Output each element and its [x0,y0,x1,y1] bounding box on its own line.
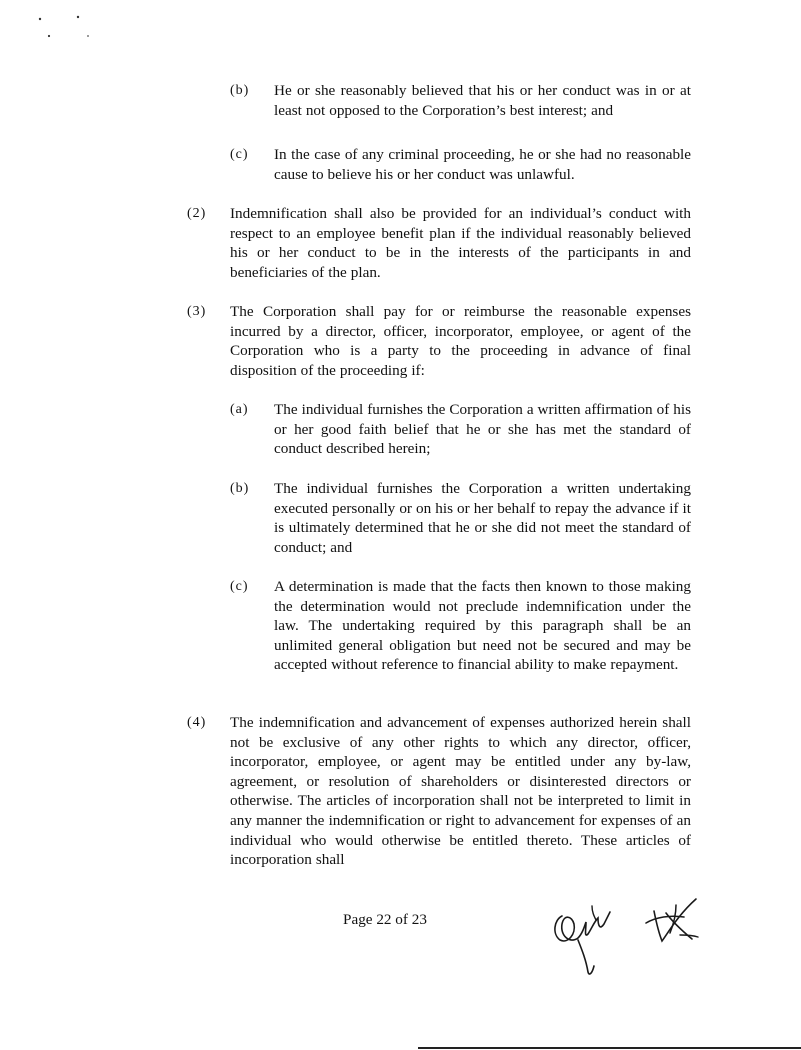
page-number: Page 22 of 23 [343,911,427,928]
clause-marker: (c) [230,579,249,594]
clause-marker: (b) [230,481,250,496]
paragraph-text: Indemnification shall also be provided for an individual’s conduct with respect to an employee benefit plan if the individual reasonably believed his or her conduct to be in the interests of the participants in and beneficiaries of the plan. [230,205,691,281]
clause-text: The individual furnishes the Corporation a written affirmation of his or her good faith belief that he or she has met the standard of conduct described herein; [274,401,691,458]
initials-signature-1 [548,894,618,978]
clause-marker: (a) [230,402,249,417]
clause-text: The individual furnishes the Corporation a written undertaking executed personally or on his or her behalf to repay the advance if it is ultimately determined that he or she did not meet the standard of conduct; and [274,480,691,556]
bottom-rule [418,1047,801,1049]
clause-marker: (b) [230,83,250,98]
paragraph-marker: (2) [187,206,207,221]
scan-specks [0,0,120,60]
clause-marker: (c) [230,147,249,162]
paragraph-marker: (4) [187,715,207,730]
paragraph-text: The Corporation shall pay for or reimburse the reasonable expenses incurred by a director, officer, incorporator, employee, or agent of the Corporation who is a party to the proceeding in advance of final disposition of the proceeding if: [230,303,691,379]
clause-text: A determination is made that the facts then known to those making the determination would not preclude indemnification under the law. The undertaking required by this paragraph shall be an unlimited general obligation but need not be secured and may be accepted without reference to financial ability to make repayment. [274,578,691,674]
paragraph-marker: (3) [187,304,207,319]
clause-text: In the case of any criminal proceeding, he or she had no reasonable cause to believe his or her conduct was unlawful. [274,146,691,183]
initials-signature-2 [640,895,702,947]
clause-text: He or she reasonably believed that his or her conduct was in or at least not opposed to the Corporation’s best interest; and [274,82,691,119]
paragraph-text: The indemnification and advancement of expenses authorized herein shall not be exclusive of any other rights to which any director, officer, incorporator, employee, or agent may be entitled under any by-law, agreement, or resolution of shareholders or disinterested directors or otherwise. The articles of incorporation shall not be interpreted to limit in any manner the indemnification or right to advancement for expenses of an individual who would otherwise be entitled thereto. These articles of incorporation shall [230,714,691,869]
